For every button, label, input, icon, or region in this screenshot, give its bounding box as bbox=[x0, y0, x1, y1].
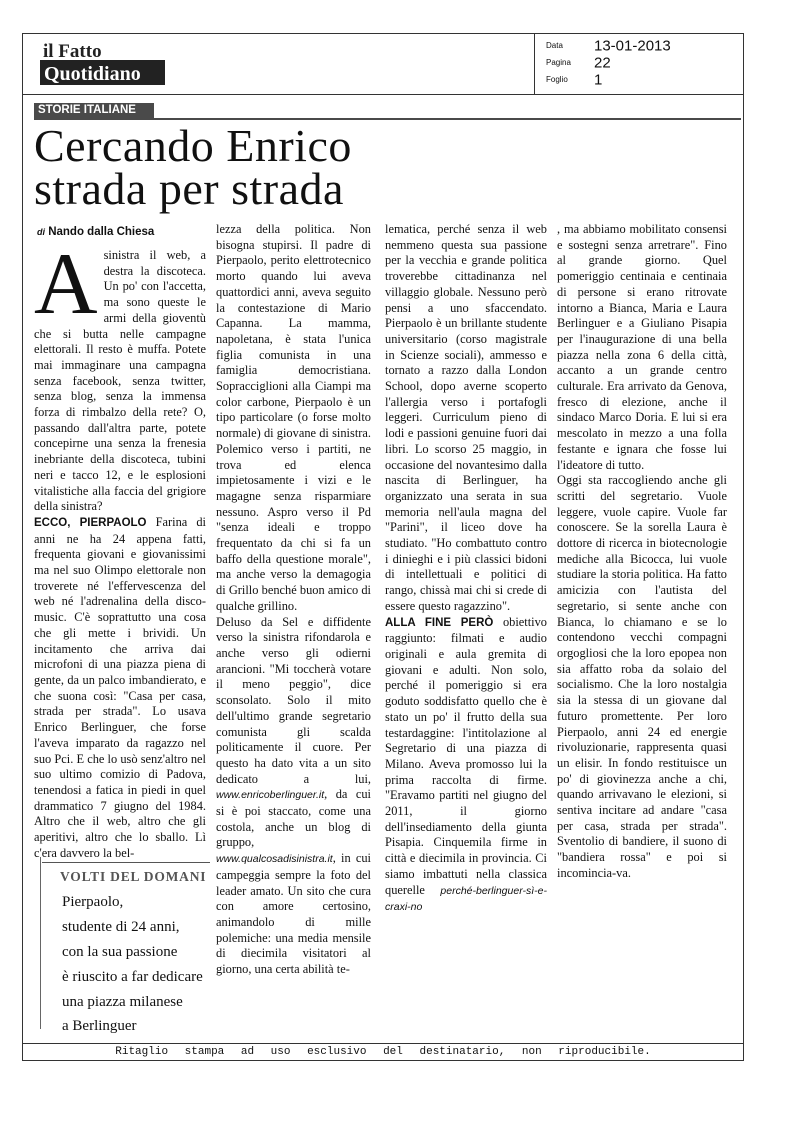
masthead-line2: Quotidiano bbox=[44, 63, 141, 85]
meta-date: Data 13-01-2013 bbox=[546, 37, 671, 55]
article-column-1 bbox=[34, 236, 206, 860]
masthead-line1: il Fatto bbox=[43, 41, 102, 62]
paragraph: ECCO, PIERPAOLO Farina di anni ne ha 24 appena fatti, frequenta giovani e giovanissimi ma nel suo Olimpo elettorale non troverete né l'effervescenza del web né l'adrenalina della disco-music. C'è soprattutto una cosa che gli mette i brividi. Un incitamento che arriva dai microfoni di una piazza piena di gente, da un palco imbandierato, e che suona così: "Casa per casa, strada per strada". Lo usava Enrico Berlinguer, che forse l'aveva imparato da ragazzo nel suo Pci. E che lo usò senz'altro nel suo ultimo comizio di Padova, tenendosi a fatica in piedi in quel drammatico 7 giugno del 1984. Altro che il web, altro che gli aperitivi, altro che lo sballo. Lì c'era davvero la bel- bbox=[34, 514, 206, 860]
byline: di Nando dalla Chiesa bbox=[37, 226, 155, 238]
quoted-phrase: perché-berlinguer-sì-e-craxi-no bbox=[385, 884, 547, 914]
header-divider bbox=[22, 94, 744, 95]
site-url: www.enricoberlinguer.it bbox=[216, 789, 325, 802]
meta-page: Pagina 22 bbox=[546, 54, 611, 72]
paragraph: Deluso da Sel e diffidente verso la sinistra rifondarola e anche verso gli odierni arancioni. "Mi toccherà votare il meno peggio", dice sconsolato. Solo il mito dell'ultimo grande segretario comunista gli scalda politicamente il cuore. Per questo ha dato vita a un sito dedicato a lui, www.enricoberlinguer.it, da cui si è poi staccato, come una costola, anche un blog di gruppo, www.qualcosadisinistra.it, in cui campeggia sempre la foto del leader amato. Un sito che cura con amore certosino, animandolo di mille polemiche: una media mensile di diecimila visitatori al giorno, una certa abilità te- bbox=[216, 614, 371, 977]
pullquote-line: a Berlinguer bbox=[62, 1018, 137, 1034]
pullquote-line: Pierpaolo, bbox=[62, 894, 124, 910]
pullquote-heading: VOLTI DEL DOMANI bbox=[60, 869, 207, 884]
masthead-logo bbox=[40, 40, 165, 86]
footer-disclaimer: Ritaglio stampa ad uso esclusivo del destinatario, non riproducibile. bbox=[115, 1046, 651, 1058]
drop-cap: A bbox=[34, 236, 98, 333]
pullquote-line: con la sua passione bbox=[62, 944, 178, 960]
article-column-4 bbox=[557, 222, 727, 880]
paragraph: , ma abbiamo mobilitato consensi e sostegni senza arretrare". Fino al grande giorno. Quel pomeriggio centinaia e centinaia di persone si erano ritrovate intorno a Bianca, Maria e Laura Berlinguer e a Giuliano Pisapia per l'inaugurazione di una bella piazza nella zona 6 della città, accanto a un grande centro culturale. Era arrivato da Genova, fresco di elezione, anche il sindaco Marco Doria. E lui si era mescolato in mezzo a una folla festante e ignara che fosse lui l'ideatore di tutto. bbox=[557, 222, 727, 472]
footer-rule bbox=[22, 1043, 744, 1044]
article-title: Cercando Enrico strada per strada bbox=[34, 120, 352, 214]
pullquote-rule bbox=[42, 862, 210, 863]
paragraph: Oggi sta raccogliendo anche gli scritti del segretario. Vuole leggere, vuole capire. Vuole far conoscere. Se la sorella Laura è dottore di ricerca in biotecnologie mediche alla Bicocca, lui vuole studiare la storia politica. Ha fatto amicizia con l'autista del segretario, si sente anche con Bianca, lo chiamano e se lo contendono vecchi compagni orgogliosi che la loro epopea non sia affatto roba da solaio del socialismo. Che la loro nostalgia sia la stessa di un giovane dal futuro promettente. Per loro Pierpaolo, anni 24 ed energie rivoluzionarie, rappresenta quasi un elisir. In fondo restituisce un po' di giovinezza anche a chi, quando arrivavano le elezioni, si sentiva incitare ad andare "casa per casa, strada per strada". Sventolio di bandiere, il suono di "bandiera rossa" e poi si incomincia-va. bbox=[557, 473, 727, 880]
meta-sheet: Foglio 1 bbox=[546, 71, 603, 89]
paragraph: Asinistra il web, a destra la discoteca. Un po' con l'accetta, ma sono queste le armi della gioventù che si butta nelle campagne elettorali. Il resto è muffa. Potete mai immaginare una campagna senza facebook, senza twitter, senza blog, senza la immensa forza di rimbalzo della rete? O, passando dall'altra parte, potete concepirne una senza la frenesia inebriante della discoteca, tubini neri e tacco 12, e le esplosioni vitalistiche alla faccia del grigiore della sinistra? bbox=[34, 236, 206, 514]
pullquote-line: una piazza milanese bbox=[62, 994, 183, 1010]
run-in-heading: ECCO, PIERPAOLO bbox=[34, 516, 147, 529]
blog-url: www.qualcosadisinistra.it bbox=[216, 853, 333, 866]
paragraph: ALLA FINE PERÒ obiettivo raggiunto: filmati e audio originali e aula gremita di giovani e adulti. Non solo, perché il pomeriggio si era goduto soddisfatto quello che è stato un po' il frutto della sua testardaggine: l'intitolazione al Segretario di una piazza di Milano. Aveva promosso lui la prima raccolta di firme. "Eravamo partiti nel giugno del 2011, il giorno dell'insediamento della giunta Pisapia. Cinquemila firme in città e diecimila in provincia. Ci siamo imbattuti nella classica querelle perché-berlinguer-sì-e-craxi-no bbox=[385, 614, 547, 914]
pullquote-line: studente di 24 anni, bbox=[62, 919, 180, 935]
run-in-heading: ALLA FINE PERÒ bbox=[385, 616, 494, 629]
article-column-2 bbox=[216, 222, 371, 977]
article-column-3 bbox=[385, 222, 547, 914]
header-vertical-divider bbox=[534, 33, 535, 94]
pullquote-line: è riuscito a far dedicare bbox=[62, 969, 203, 985]
paragraph: lematica, perché senza il web nemmeno questa sua passione per la vecchia e grande politica troverebbe cittadinanza nel villaggio globale. Nessuno però pensi a uno sfaccendato. Pierpaolo è un brillante studente universitario (corso magistrale in Scienze sociali), ammesso e tornato a razzo dalla London School, dopo averne scoperto l'allergia verso i portafogli leggeri. Curriculum pieno di lodi e passioni genuine fuori dai libri. Lo scorso 25 maggio, in occasione del novantesimo dalla nascita di Berlinguer, ha organizzato una serata in sua memoria nell'aula magna del "Parini", il liceo dove ha studiato. "Ho combattuto contro i dinieghi e i più classici bidoni di intellettuali e politici di rango, chissà mai chi si crede di essere questo ragazzino". bbox=[385, 222, 547, 613]
section-label: STORIE ITALIANE bbox=[34, 103, 154, 118]
paragraph: lezza della politica. Non bisogna stupirsi. Il padre di Pierpaolo, perito elettrotecnico morto quando lui aveva quattordici anni, aveva seguito la contestazione di Mario Capanna. La mamma, napoletana, è stata l'unica figlia comunista in una famiglia democristiana. Sopracciglioni alla Ciampi ma color carbone, Pierpaolo è un tipo particolare (o forse molto normale) di giovane di sinistra. Polemico verso i partiti, ne trova ed elenca impietosamente i vizi e le magagne senza risparmiare nessuno. Aspro verso il Pd "senza ideali e troppo frequentato da chi si fa un baffo della questione morale", ma anche verso la demagogia di Grillo benché buon amico di qualche grillino. bbox=[216, 222, 371, 613]
